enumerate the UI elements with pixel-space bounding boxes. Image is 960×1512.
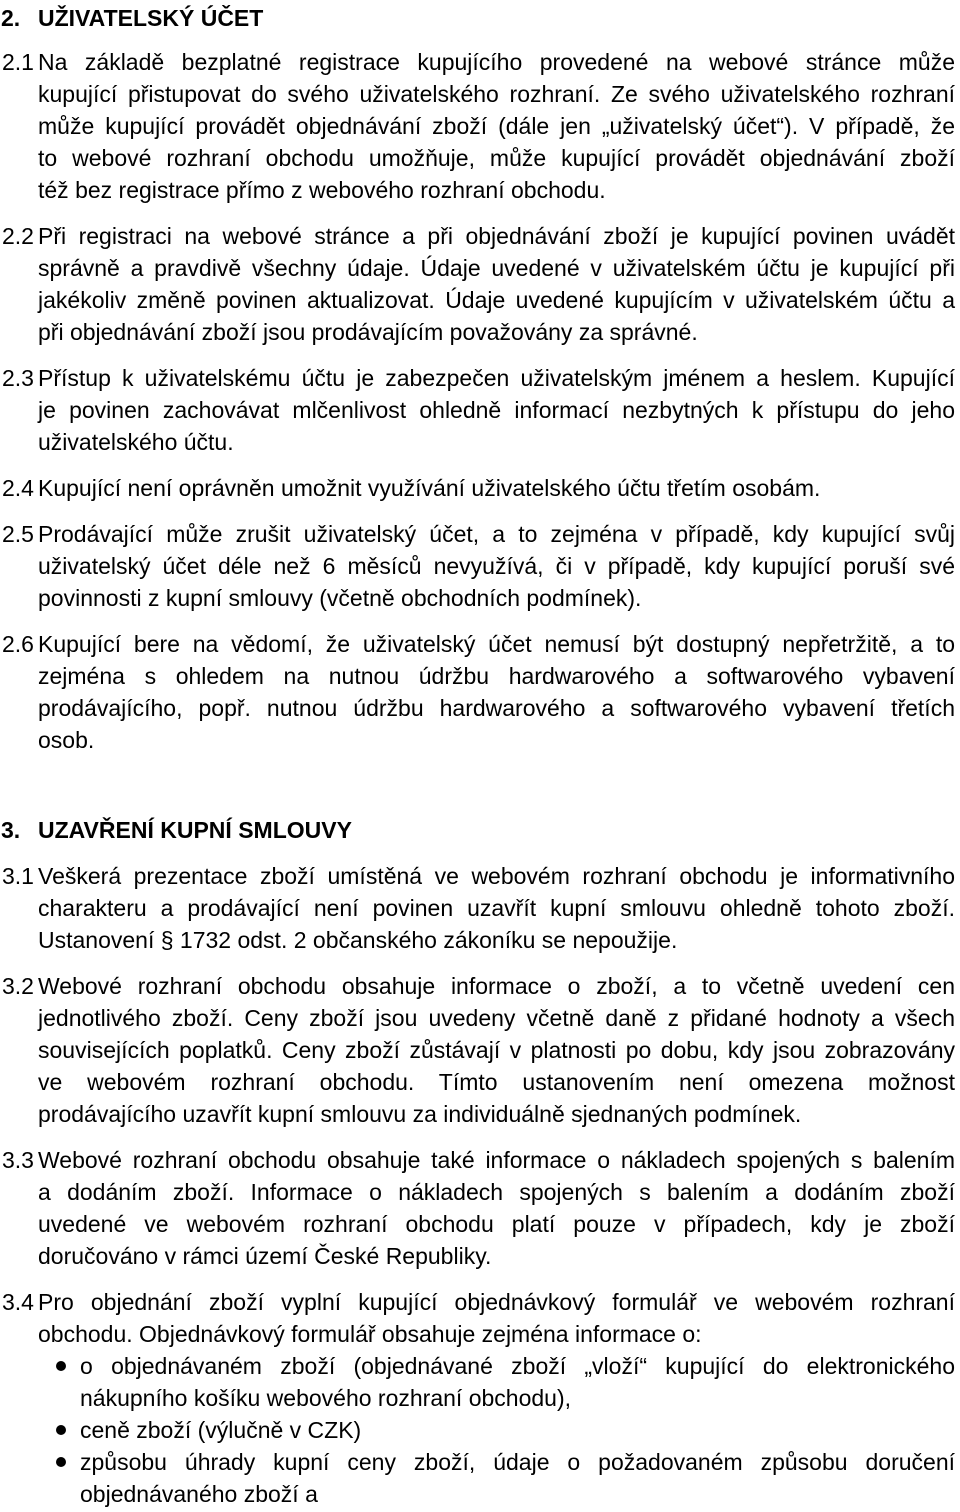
text-line: objednávaného zboží a	[80, 1481, 318, 1507]
text-line: může kupující provádět objednávání zboží (dále jen „uživatelský účet“). V případě, že	[38, 113, 955, 139]
clause-number: 2.5	[2, 521, 34, 547]
section-heading	[1, 814, 955, 846]
text-line: je povinen zachovávat mlčenlivost ohledně informací nezbytných k přístupu do jeho	[38, 397, 955, 423]
text-line: Přístup k uživatelskému účtu je zabezpečen uživatelským jménem a heslem. Kupující	[38, 365, 955, 391]
text-line: Prodávající může zrušit uživatelský účet, a to zejména v případě, kdy kupující svůj	[38, 521, 955, 547]
text-line: správně a pravdivě všechny údaje. Údaje uvedené v uživatelském účtu je kupující při	[38, 255, 955, 281]
bullet-icon	[56, 1457, 66, 1467]
bullet-list	[38, 1350, 955, 1510]
text-line: prodávajícího, popř. nutnou údržbu hardwarového a softwarového vybavení třetích	[38, 695, 955, 721]
text-line: Ustanovení § 1732 odst. 2 občanského zákoníku se nepoužije.	[38, 927, 678, 953]
text-line: Pro objednání zboží vyplní kupující objednávkový formulář ve webovém rozhraní	[38, 1289, 955, 1315]
clause-number: 2.6	[2, 631, 34, 657]
section-number: 2.	[1, 5, 21, 31]
clause-2-1	[2, 46, 955, 206]
text-line: obchodu. Objednávkový formulář obsahuje zejména informace o:	[38, 1321, 702, 1347]
section-number: 3.	[1, 817, 21, 843]
text-line: Na základě bezplatné registrace kupujícího provedené na webové stránce může	[38, 49, 955, 75]
clause-number: 3.3	[2, 1147, 34, 1173]
text-line: povinnosti z kupní smlouvy (včetně obchodních podmínek).	[38, 585, 642, 611]
text-line: též bez registrace přímo z webového rozhraní obchodu.	[38, 177, 606, 203]
text-line: souvisejících poplatků. Ceny zboží zůstávají v platnosti po dobu, kdy jsou zobrazovány	[38, 1037, 955, 1063]
text-line: zejména s ohledem na nutnou údržbu hardwarového a softwarového vybavení	[38, 663, 955, 689]
clause-number: 3.2	[2, 973, 34, 999]
text-line: prodávajícího uzavřít kupní smlouvu za individuálně sjednaných podmínek.	[38, 1101, 802, 1127]
text-line: nákupního košíku webového rozhraní obchodu),	[80, 1385, 571, 1411]
bullet-item	[80, 1350, 955, 1414]
bullet-icon	[56, 1361, 66, 1371]
text-line: Kupující bere na vědomí, že uživatelský účet nemusí být dostupný nepřetržitě, a to	[38, 631, 955, 657]
clause-3-1	[2, 860, 955, 956]
text-line: ceně zboží (výlučně v CZK)	[80, 1417, 362, 1443]
text-line: Při registraci na webové stránce a při objednávání zboží je kupující povinen uvádět	[38, 223, 955, 249]
text-line: osob.	[38, 727, 95, 753]
bullet-item	[80, 1414, 955, 1446]
text-line: jednotlivého zboží. Ceny zboží jsou uvedeny včetně daně z přidané hodnoty a všech	[38, 1005, 955, 1031]
clause-number: 2.4	[2, 475, 34, 501]
clause-number: 2.3	[2, 365, 34, 391]
clause-2-6	[2, 628, 955, 756]
clause-3-4	[2, 1286, 955, 1510]
text-line: Veškerá prezentace zboží umístěná ve webovém rozhraní obchodu je informativního	[38, 863, 955, 889]
clause-3-3	[2, 1144, 955, 1272]
text-line: jakékoliv změně povinen aktualizovat. Údaje uvedené kupujícím v uživatelském účtu a	[38, 287, 955, 313]
clause-number: 2.2	[2, 223, 34, 249]
text-line: způsobu úhrady kupní ceny zboží, údaje o požadovaném způsobu doručení	[80, 1449, 955, 1475]
text-line: a dodáním zboží. Informace o nákladech spojených s balením a dodáním zboží	[38, 1179, 955, 1205]
text-line: to webové rozhraní obchodu umožňuje, může kupující provádět objednávání zboží	[38, 145, 955, 171]
clause-number: 3.1	[2, 863, 34, 889]
text-line: Kupující není oprávněn umožnit využívání uživatelského účtu třetím osobám.	[38, 475, 821, 501]
text-line: doručováno v rámci území České Republiky.	[38, 1243, 492, 1269]
clause-2-2	[2, 220, 955, 348]
section-2	[0, 2, 960, 756]
text-line: kupující přistupovat do svého uživatelského rozhraní. Ze svého uživatelského rozhraní	[38, 81, 955, 107]
section-title: UŽIVATELSKÝ ÚČET	[38, 5, 264, 31]
text-line: při objednávání zboží jsou prodávajícím považovány za správné.	[38, 319, 698, 345]
clause-2-3	[2, 362, 955, 458]
text-line: o objednávaném zboží (objednávané zboží „vloží“ kupující do elektronického	[80, 1353, 955, 1379]
section-heading	[1, 2, 955, 34]
section-title: UZAVŘENÍ KUPNÍ SMLOUVY	[38, 817, 352, 843]
text-line: uživatelského účtu.	[38, 429, 234, 455]
clause-3-2	[2, 970, 955, 1130]
bullet-item	[80, 1446, 955, 1510]
clause-number: 3.4	[2, 1289, 34, 1315]
text-line: Webové rozhraní obchodu obsahuje informace o zboží, a to včetně uvedení cen	[38, 973, 955, 999]
bullet-icon	[56, 1425, 66, 1435]
clause-number: 2.1	[2, 49, 34, 75]
section-3	[0, 814, 960, 1510]
text-line: charakteru a prodávající není povinen uzavřít kupní smlouvu ohledně tohoto zboží.	[38, 895, 955, 921]
text-line: uvedené ve webovém rozhraní obchodu platí pouze v případech, kdy je zboží	[38, 1211, 955, 1237]
text-line: ve webovém rozhraní obchodu. Tímto ustanovením není omezena možnost	[38, 1069, 955, 1095]
clause-2-4	[2, 472, 955, 504]
clause-2-5	[2, 518, 955, 614]
text-line: uživatelský účet déle než 6 měsíců nevyužívá, či v případě, kdy kupující poruší své	[38, 553, 955, 579]
text-line: Webové rozhraní obchodu obsahuje také informace o nákladech spojených s balením	[38, 1147, 955, 1173]
